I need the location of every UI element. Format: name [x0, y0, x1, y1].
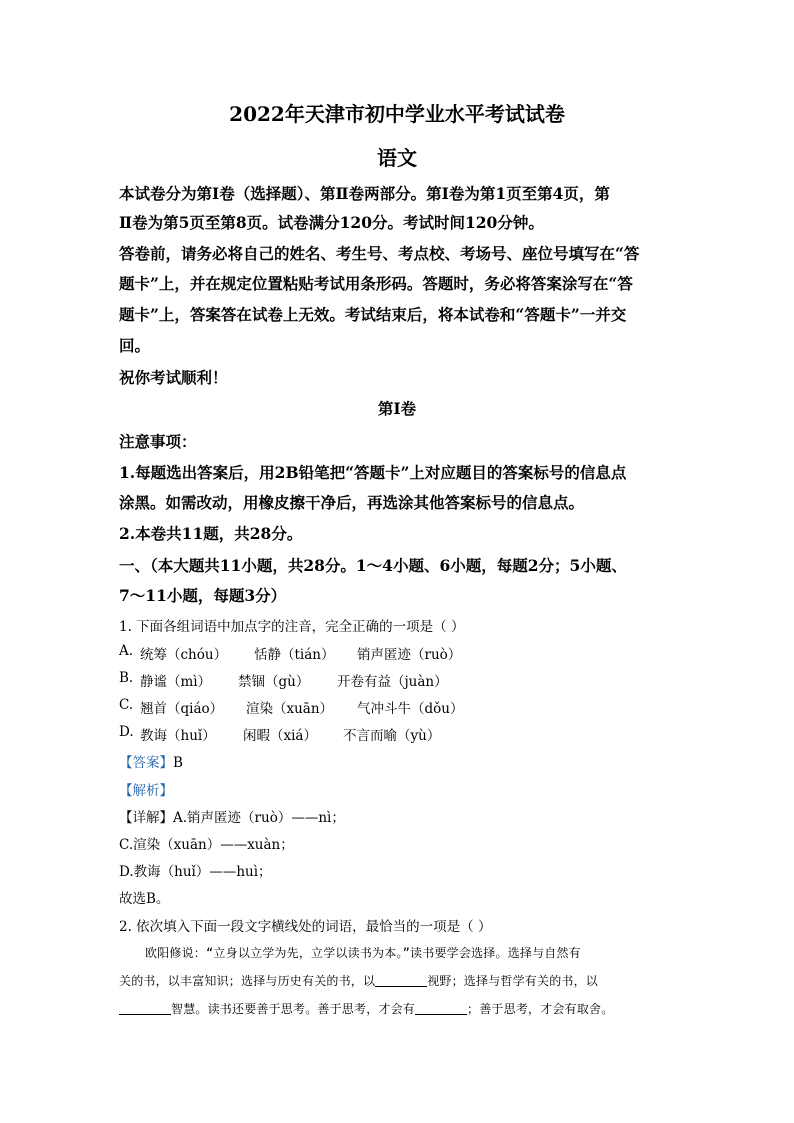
conclusion-line: 故选B。 — [119, 891, 170, 907]
notes-label: 注意事项： — [119, 432, 197, 451]
subject-title: 语文 — [377, 146, 417, 170]
part-heading: 一、（本大题共11小题，共28分。1～4小题、6小题，每题2分；5小题、 — [119, 556, 627, 575]
detail-text: A.销声匿迹（ruò）——nì； — [173, 810, 345, 826]
detail-line: C.渲染（xuān）——xuàn； — [119, 837, 294, 853]
option-item: 不言而喻（yù） — [343, 728, 441, 744]
fill-blank-1 — [375, 974, 427, 987]
option-item: 翘首（qiáo） — [140, 701, 224, 717]
analysis-label: 【解析】 — [119, 783, 173, 799]
note-line: 1.每题选出答案后，用2B铅笔把“答题卡”上对应题目的答案标号的信息点 — [119, 463, 627, 482]
fill-blank-3 — [415, 1002, 467, 1015]
intro-line: Ⅱ卷为第5页至第8页。试卷满分120分。考试时间120分钟。 — [119, 213, 544, 232]
passage-text: ；善于思考，才会有取舍。 — [467, 1002, 614, 1016]
note-line: 2.本卷共11题，共28分。 — [119, 524, 303, 543]
intro-line: 题卡”上，并在规定位置粘贴考试用条形码。答题时，务必将答案涂写在“答 — [119, 274, 633, 293]
detail-label: 【详解】 — [119, 810, 173, 826]
option-item: 闲暇（xiá） — [243, 728, 317, 744]
option-item: 统筹（chóu） — [140, 647, 228, 663]
option-label: A. — [119, 643, 134, 659]
option-item: 禁锢（gù） — [238, 674, 310, 690]
wish-line: 祝你考试顺利！ — [119, 368, 228, 387]
intro-line: 本试卷分为第Ⅰ卷（选择题）、第Ⅱ卷两部分。第Ⅰ卷为第1页至第4页，第 — [119, 184, 610, 203]
answer-value: B — [173, 755, 183, 771]
part-heading: 7～11小题，每题3分） — [119, 586, 287, 605]
option-label: D. — [119, 724, 134, 740]
detail-line — [119, 806, 345, 826]
question-1-stem: 1. 下面各组词语中加点字的注音，完全正确的一项是（ ） — [119, 619, 465, 635]
passage-line — [119, 1000, 613, 1017]
detail-line: D.教诲（huǐ）——huì； — [119, 864, 272, 880]
answer-label: 【答案】 — [119, 755, 173, 771]
intro-line: 答卷前，请务必将自己的姓名、考生号、考点校、考场号、座位号填写在“答 — [119, 244, 640, 263]
intro-line: 回。 — [119, 336, 151, 355]
option-item: 开卷有益（juàn） — [337, 674, 448, 690]
intro-line: 题卡”上，答案答在试卷上无效。考试结束后，将本试卷和“答题卡”一并交 — [119, 305, 627, 324]
option-item: 气冲斗牛（dǒu） — [357, 701, 464, 717]
page-title: 2022年天津市初中学业水平考试试卷 — [229, 102, 565, 126]
option-item: 销声匿迹（ruò） — [357, 647, 462, 663]
passage-text: 视野；选择与哲学有关的书，以 — [427, 974, 599, 988]
option-label: B. — [119, 670, 134, 686]
option-label: C. — [119, 697, 134, 713]
passage-text: 关的书，以丰富知识；选择与历史有关的书，以 — [119, 974, 376, 988]
section-heading: 第Ⅰ卷 — [377, 399, 417, 418]
passage-line — [119, 972, 598, 989]
option-item: 教诲（huǐ） — [140, 728, 216, 744]
passage-line: 欧阳修说：“立身以立学为先，立学以读书为本。”读书要学会选择。选择与自然有 — [145, 946, 581, 960]
fill-blank-2 — [119, 1002, 171, 1015]
answer-line — [119, 751, 183, 771]
question-2-stem: 2. 依次填入下面一段文字横线处的词语，最恰当的一项是（ ） — [119, 919, 492, 935]
passage-text: 智慧。读书还要善于思考。善于思考，才会有 — [171, 1002, 416, 1016]
option-item: 恬静（tián） — [254, 647, 335, 663]
option-item: 渲染（xuān） — [246, 701, 334, 717]
option-item: 静谧（mì） — [140, 674, 212, 690]
note-line: 涂黑。如需改动，用橡皮擦干净后，再选涂其他答案标号的信息点。 — [119, 493, 585, 512]
